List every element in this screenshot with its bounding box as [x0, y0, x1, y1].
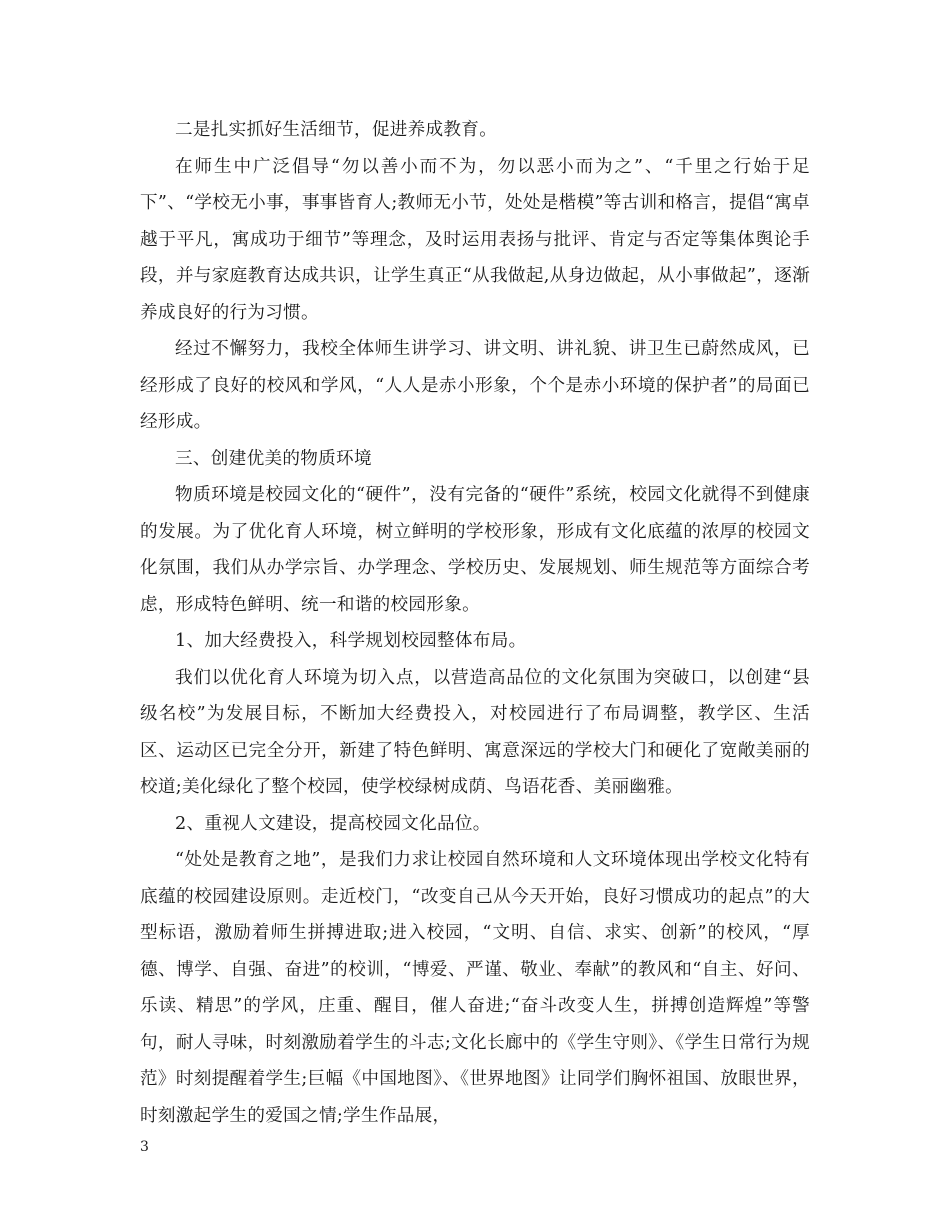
paragraph-life-details-heading: 二是扎实抓好生活细节，促进养成教育。	[175, 120, 498, 140]
paragraph-humanities: “处处是教育之地”，是我们力求让校园自然环境和人文环境体现出学校文化特有底蕴的校园建设原则。走近校门，“改变自己从今天开始，良好习惯成功的起点”的大型标语，激励着师生拼搏进取;进入校园，“文明、自信、求实、创新”的校风，“厚德、博学、自强、奋进”的校训，“博爱、严谨、敬业、奉献”的教风和“自主、好问、乐读、精思”的学风，庄重、醒目，催人奋进;“奋斗改变人生，拼搏创造辉煌”等警句，耐人寻味，时刻激励着学生的斗志;文化长廊中的《学生守则》、《学生日常行为规范》时刻提醒着学生;巨幅《中国地图》、《世界地图》让同学们胸怀祖国、放眼世界，时刻激起学生的爱国之情;学生作品展，	[140, 850, 810, 1126]
paragraph-funding: 我们以优化育人环境为切入点，以营造高品位的文化氛围为突破口，以创建“县级名校”为发展目标，不断加大经费投入，对校园进行了布局调整，教学区、生活区、运动区已完全分开，新建了特色鲜明、寓意深远的学校大门和硬化了宽敞美丽的校道;美化绿化了整个校园，使学校绿树成荫、鸟语花香、美丽幽雅。	[140, 667, 810, 797]
subheading-humanities: 2、重视人文建设，提高校园文化品位。	[175, 813, 491, 834]
paragraph-physical-environment: 物质环境是校园文化的“硬件”，没有完备的“硬件”系统，校园文化就得不到健康的发展。为了优化育人环境，树立鲜明的学校形象，形成有文化底蕴的浓厚的校园文化氛围，我们从办学宗旨、办学理念、学校历史、发展规划、师生规范等方面综合考虑，形成特色鲜明、统一和谐的校园形象。	[140, 485, 810, 615]
document-body	[140, 112, 810, 1134]
paragraph-results: 经过不懈努力，我校全体师生讲学习、讲文明、讲礼貌、讲卫生已蔚然成风，已经形成了良好的校风和学风，“人人是赤小形象，个个是赤小环境的保护者”的局面已经形成。	[140, 339, 810, 432]
section-heading-physical-environment: 三、创建优美的物质环境	[175, 448, 372, 469]
page-number: 3	[140, 1139, 149, 1155]
subheading-funding: 1、加大经费投入，科学规划校园整体布局。	[175, 631, 527, 651]
paragraph-advocacy: 在师生中广泛倡导“勿以善小而不为，勿以恶小而为之”、“千里之行始于足下”、“学校无小事，事事皆育人;教师无小节，处处是楷模”等古训和格言，提倡“寓卓越于平凡，寓成功于细节”等理念，及时运用表扬与批评、肯定与否定等集体舆论手段，并与家庭教育达成共识，让学生真正“从我做起,从身边做起，从小事做起”，逐渐养成良好的行为习惯。	[140, 156, 810, 323]
